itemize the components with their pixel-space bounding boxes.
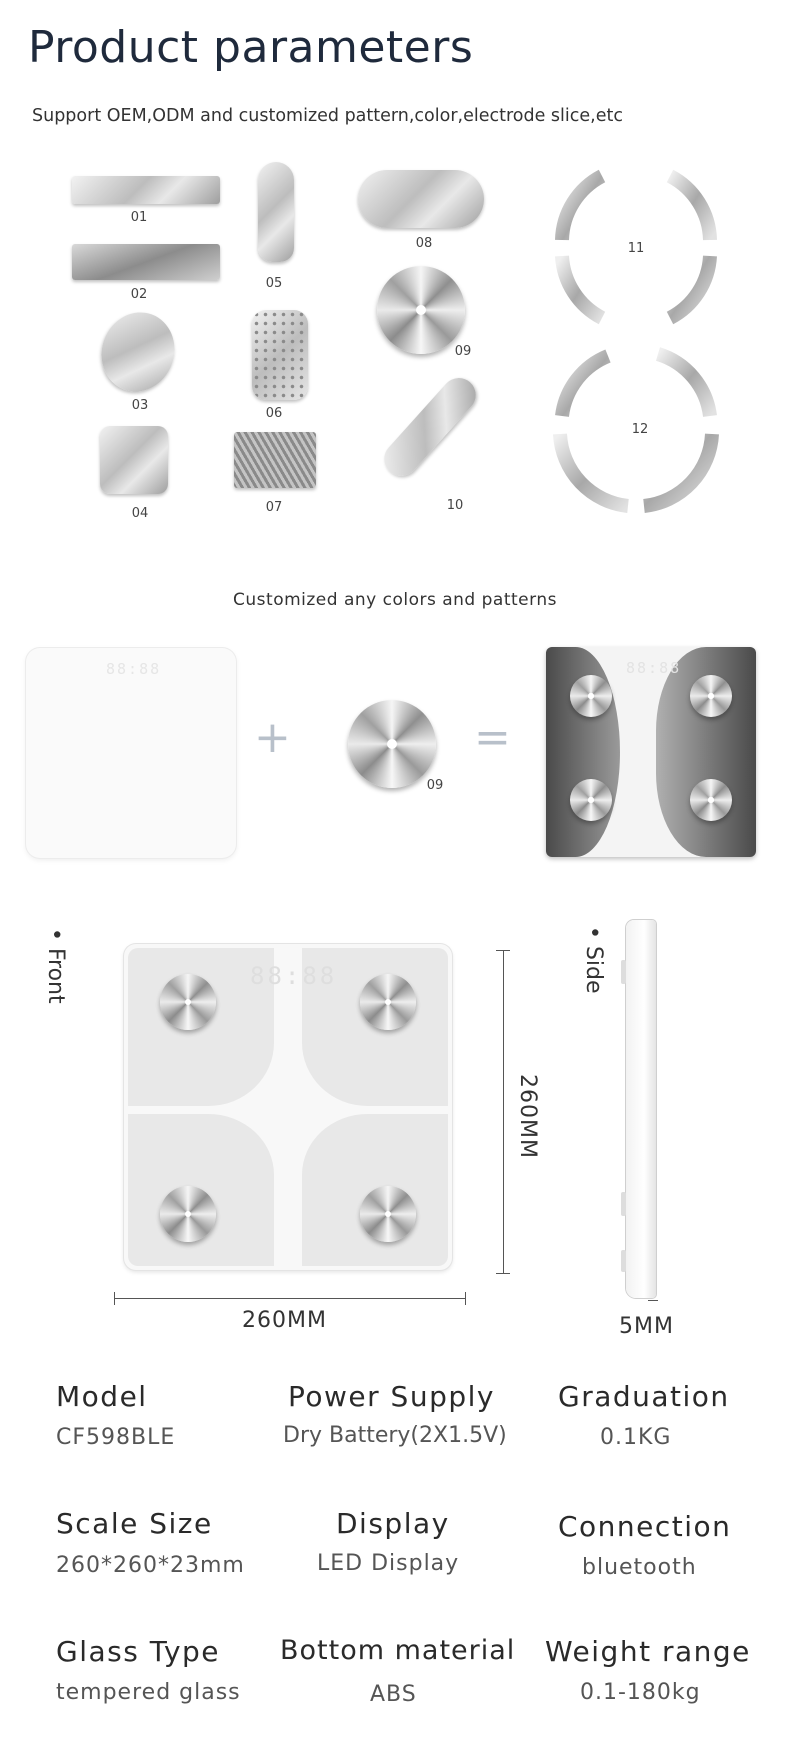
electrode-10 [377,371,483,483]
electrode-04 [100,426,168,494]
led-display: 88:88 [250,962,338,990]
electrode-label: 02 [130,287,148,302]
spec-title-display: Display [336,1507,450,1540]
side-foot [621,1192,626,1216]
spec-value-model: CF598BLE [56,1425,176,1450]
electrode-label: 07 [265,500,283,515]
led-display: 88:88 [626,659,682,677]
spec-value-graduation: 0.1KG [600,1425,672,1450]
electrode-label: 11 [627,241,645,256]
electrode-label: 08 [415,236,433,251]
electrode-06 [252,310,308,400]
electrode-label: 09 [454,344,472,359]
width-dimension-line [114,1298,466,1299]
electrode-03 [90,302,185,402]
subtitle: Support OEM,ODM and customized pattern,color,electrode slice,etc [32,106,623,126]
spec-title-size: Scale Size [56,1507,213,1540]
electrode-label: 04 [131,506,149,521]
spec-title-model: Model [56,1380,148,1413]
electrode-pad [360,1186,416,1242]
electrode-pad [570,779,612,821]
electrode-08 [358,170,484,228]
electrode-09-disc [348,700,436,788]
electrode-label: 01 [130,210,148,225]
electrode-pad [690,779,732,821]
depth-dimension-line [648,1300,658,1301]
side-foot [621,1250,626,1272]
electrode-label: 06 [265,406,283,421]
spec-title-glass: Glass Type [56,1635,221,1668]
electrode-01 [72,176,220,204]
electrode-pad [570,675,612,717]
electrode-pad [160,1186,216,1242]
electrode-02 [72,244,220,280]
spec-value-size: 260*260*23mm [56,1553,245,1578]
blank-scale [26,648,236,858]
side-scale [626,920,656,1298]
side-foot [621,960,626,984]
dimension-tick [465,1292,466,1305]
spec-value-connection: bluetooth [582,1555,697,1580]
spec-title-graduation: Graduation [558,1380,730,1413]
width-dimension-label: 260MM [242,1308,327,1333]
spec-title-connection: Connection [558,1510,732,1543]
plus-sign: + [254,712,291,763]
depth-dimension-label: 5MM [619,1314,674,1339]
electrode-07 [234,432,316,488]
dimension-tick [496,1273,510,1274]
spec-value-display: LED Display [317,1551,460,1576]
electrode-pad [690,675,732,717]
led-display: 88:88 [106,660,162,678]
page-title: Product parameters [28,22,474,73]
spec-value-bottom: ABS [370,1682,417,1707]
electrode-pad [360,974,416,1030]
dimension-tick [114,1292,115,1305]
side-label: • Side [581,926,606,994]
electrode-05 [258,162,294,262]
electrode-09 [377,266,465,354]
spec-value-glass: tempered glass [56,1680,241,1705]
electrode-label: 03 [131,398,149,413]
front-label: • Front [43,928,68,1004]
height-dimension-line [503,950,504,1274]
finished-scale [546,647,756,857]
electrode-label: 10 [446,498,464,513]
electrode-label: 05 [265,276,283,291]
spec-value-weight: 0.1-180kg [580,1680,701,1705]
customize-caption: Customized any colors and patterns [233,590,557,610]
electrode-pad [160,974,216,1030]
height-dimension-label: 260MM [515,1074,540,1159]
spec-title-bottom: Bottom material [280,1635,516,1666]
disc-label: 09 [426,778,444,793]
electrode-label: 12 [631,422,649,437]
equals-sign: = [474,712,511,763]
dimension-tick [496,950,510,951]
spec-title-weight: Weight range [545,1635,751,1668]
front-scale [124,944,452,1270]
spec-title-power: Power Supply [288,1380,495,1413]
spec-value-power: Dry Battery(2X1.5V) [283,1423,507,1448]
